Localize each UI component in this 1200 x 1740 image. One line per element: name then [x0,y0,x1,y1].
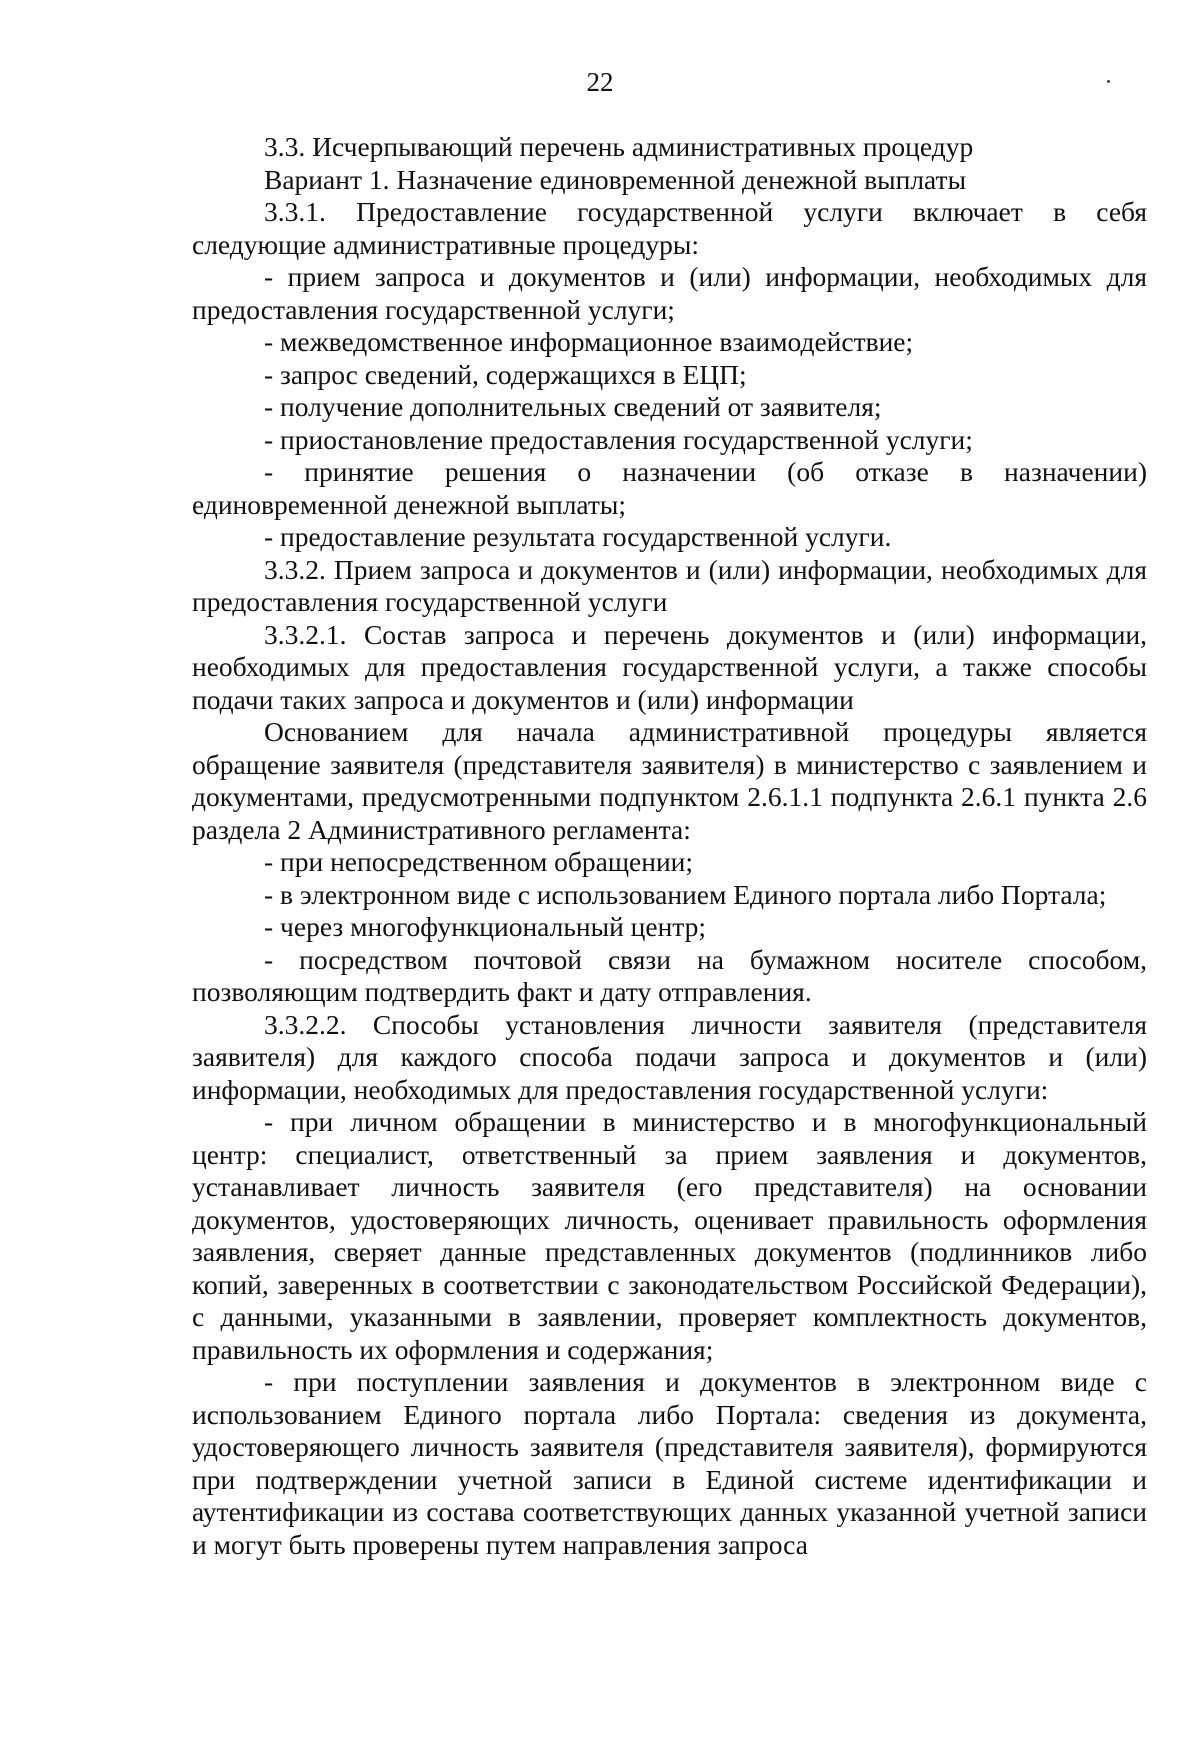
list-item: - при поступлении заявления и документов в электронном виде с использованием Единого портала либо Портала: сведения из документа, удостоверяющего личность заявителя (представителя заявителя), формируются при подтверждении учетной записи в Единой системе идентификации и аутентификации из состава соответствующих данных указанной учетной записи и могут быть проверены путем направления запроса [192,1366,1147,1560]
paragraph: Основанием для начала административной процедуры является обращение заявителя (представителя заявителя) в министерство с заявлением и документами, предусмотренными подпунктом 2.6.1.1 подпункта 2.6.1 пункта 2.6 раздела 2 Административного регламента: [192,716,1147,845]
paragraph: 3.3.1. Предоставление государственной услуги включает в себя следующие административные процедуры: [192,196,1147,260]
list-item: - при личном обращении в министерство и в многофункциональный центр: специалист, ответственный за прием заявления и документов, устанавливает личность заявителя (его представителя) на основании документов, удостоверяющих личность, оценивает правильность оформления заявления, сверяет данные представленных документов (подлинников либо копий, заверенных в соответствии с законодательством Российской Федерации), с данными, указанными в заявлении, проверяет комплектность документов, правильность их оформления и содержания; [192,1106,1147,1365]
list-item: - межведомственное информационное взаимодействие; [264,326,914,357]
list-item: - принятие решения о назначении (об отказе в назначении) единовременной денежной выплаты; [192,456,1147,520]
list-item: - предоставление результата государственной услуги. [264,521,892,552]
page-number: 22 [586,67,614,97]
list-item: - запрос сведений, содержащихся в ЕЦП; [264,358,747,390]
list-item: - прием запроса и документов и (или) информации, необходимых для предоставления государственной услуги; [192,261,1147,325]
list-item: - в электронном виде с использованием Единого портала либо Портала; [264,878,1107,910]
list-item: - посредством почтовой связи на бумажном носителе способом, позволяющим подтвердить факт и дату отправления. [192,943,1147,1007]
list-item: - приостановление предоставления государственной услуги; [264,423,973,455]
section-heading: 3.3. Исчерпывающий перечень административных процедур [264,131,974,162]
list-item: - через многофункциональный центр; [264,911,707,942]
scan-speck [1107,80,1110,83]
subsection-heading: 3.3.2.1. Состав запроса и перечень документов и (или) информации, необходимых для предоставления государственной услуги, а также способы подачи таких запроса и документов и (или) информации [192,618,1147,715]
subsection-heading: 3.3.2.2. Способы установления личности заявителя (представителя заявителя) для каждого способа подачи запроса и документов и (или) информации, необходимых для предоставления государственной услуги: [192,1008,1147,1105]
list-item: - при непосредственном обращении; [264,846,694,877]
list-item: - получение дополнительных сведений от заявителя; [264,391,882,422]
document-body [192,131,1147,1561]
variant-heading: Вариант 1. Назначение единовременной денежной выплаты [264,163,967,195]
subsection-heading: 3.3.2. Прием запроса и документов и (или) информации, необходимых для предоставления государственной услуги [192,553,1147,617]
